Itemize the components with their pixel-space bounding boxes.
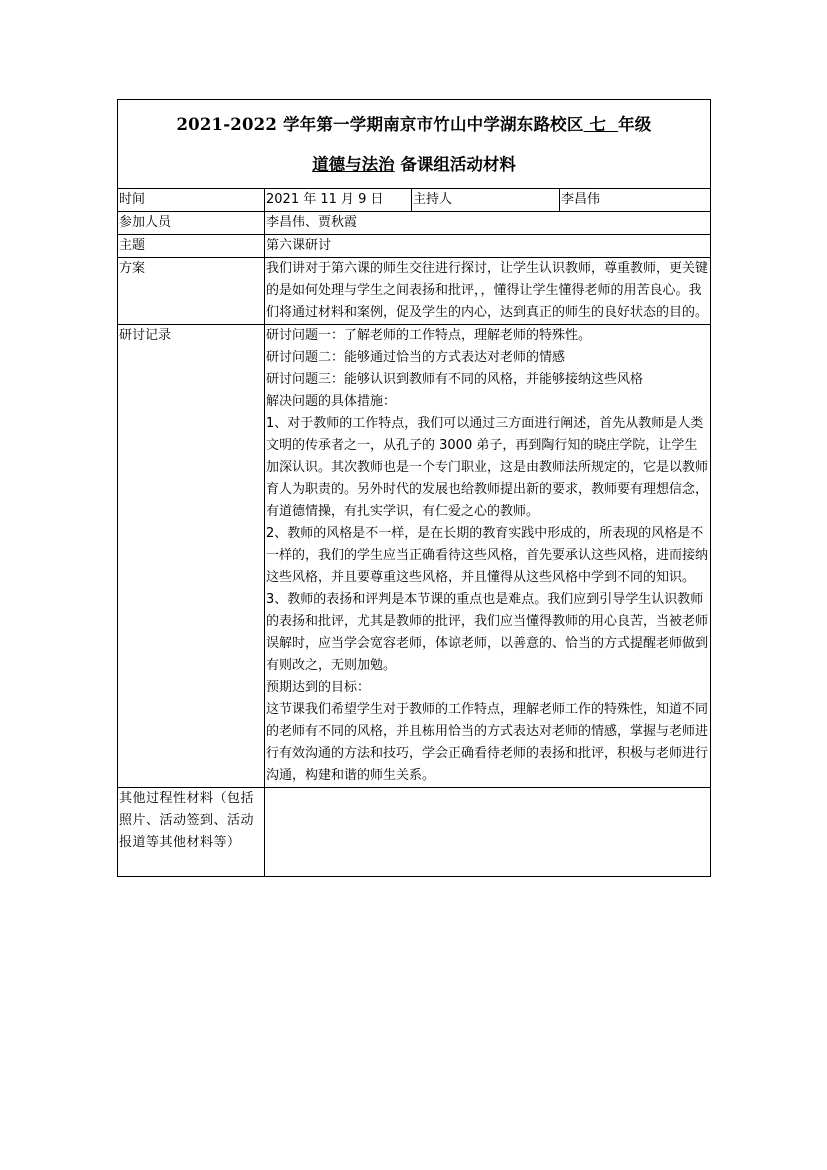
record-paragraph: 解决问题的具体措施： xyxy=(266,394,397,409)
title-prefix: 2021-2022 学年第一学期南京市竹山中学湖东路校区 xyxy=(176,115,584,134)
time-row xyxy=(118,189,711,212)
title-line2-suffix: 备课组活动材料 xyxy=(394,155,516,174)
topic-value: 第六课研讨 xyxy=(265,235,711,258)
title-row xyxy=(118,100,711,189)
host-value: 李昌伟 xyxy=(560,189,711,212)
other-row xyxy=(118,788,711,877)
form-title-line2 xyxy=(118,154,710,176)
record-paragraph: 1、对于教师的工作特点，我们可以通过三方面进行阐述，首先从教师是人类文明的传承者之一，从孔子的 3000 弟子，再到陶行知的晓庄学院，让学生加深认识。其次教师也是一个专门职业，这是由教师法所规定的，它是以教师育人为职责的。另外时代的发展也给教师提出新的要求，教师要有理想信念，有道德情操，有扎实学识，有仁爱之心的教师。 xyxy=(266,416,709,519)
record-paragraph: 研讨问题一：了解老师的工作特点，理解老师的特殊性。 xyxy=(266,328,592,343)
other-value xyxy=(265,788,711,877)
grade-value: 七 xyxy=(583,115,619,134)
record-label: 研讨记录 xyxy=(118,325,265,788)
plan-value: 我们讲对于第六课的师生交往进行探讨，让学生认识教师，尊重教师，更关键的是如何处理与学生之间表扬和批评，，懂得让学生懂得老师的用苦良心。我们将通过材料和案例，促及学生的内心，达到真正的师生的良好状态的目的。 xyxy=(265,258,711,325)
title-suffix: 年级 xyxy=(618,115,652,134)
title-cell xyxy=(118,100,711,189)
form-table xyxy=(117,99,711,877)
plan-row xyxy=(118,258,711,325)
form-title-line1 xyxy=(118,114,710,136)
time-value: 2021 年 11 月 9 日 xyxy=(265,189,412,212)
participants-label: 参加人员 xyxy=(118,212,265,235)
participants-row xyxy=(118,212,711,235)
host-label: 主持人 xyxy=(412,189,560,212)
record-paragraph: 研讨问题三：能够认识到教师有不同的风格，并能够接纳这些风格 xyxy=(266,372,644,387)
activity-form xyxy=(117,99,710,877)
plan-label: 方案 xyxy=(118,258,265,325)
topic-row xyxy=(118,235,711,258)
other-label: 其他过程性材料（包括照片、活动签到、活动报道等其他材料等） xyxy=(118,788,265,877)
time-label: 时间 xyxy=(118,189,265,212)
record-row xyxy=(118,325,711,788)
record-paragraph: 2、教师的风格是不一样，是在长期的教育实践中形成的，所表现的风格是不一样的，我们的学生应当正确看待这些风格，首先要承认这些风格，进而接纳这些风格，并且要尊重这些风格，并且懂得从这些风格中学到不同的知识。 xyxy=(266,526,709,585)
record-paragraph: 3、教师的表扬和评判是本节课的重点也是难点。我们应到引导学生认识教师的表扬和批评，尤其是教师的批评，我们应当懂得教师的用心良苦，当被老师误解时，应当学会宽容老师，体谅老师，以善意的、恰当的方式提醒老师做到有则改之，无则加勉。 xyxy=(266,592,709,673)
record-value xyxy=(265,325,711,788)
record-paragraph: 这节课我们希望学生对于教师的工作特点，理解老师工作的特殊性，知道不同的老师有不同的风格，并且栋用恰当的方式表达对老师的情感，掌握与老师进行有效沟通的方法和技巧，学会正确看待老师的表扬和批评，积极与老师进行沟通，构建和谐的师生关系。 xyxy=(266,702,709,783)
subject-value: 道德与法治 xyxy=(312,155,395,174)
topic-label: 主题 xyxy=(118,235,265,258)
record-paragraph: 预期达到的目标： xyxy=(266,680,371,695)
participants-value: 李昌伟、贾秋霞 xyxy=(265,212,711,235)
record-paragraph: 研讨问题二：能够通过恰当的方式表达对老师的情感 xyxy=(266,350,566,365)
